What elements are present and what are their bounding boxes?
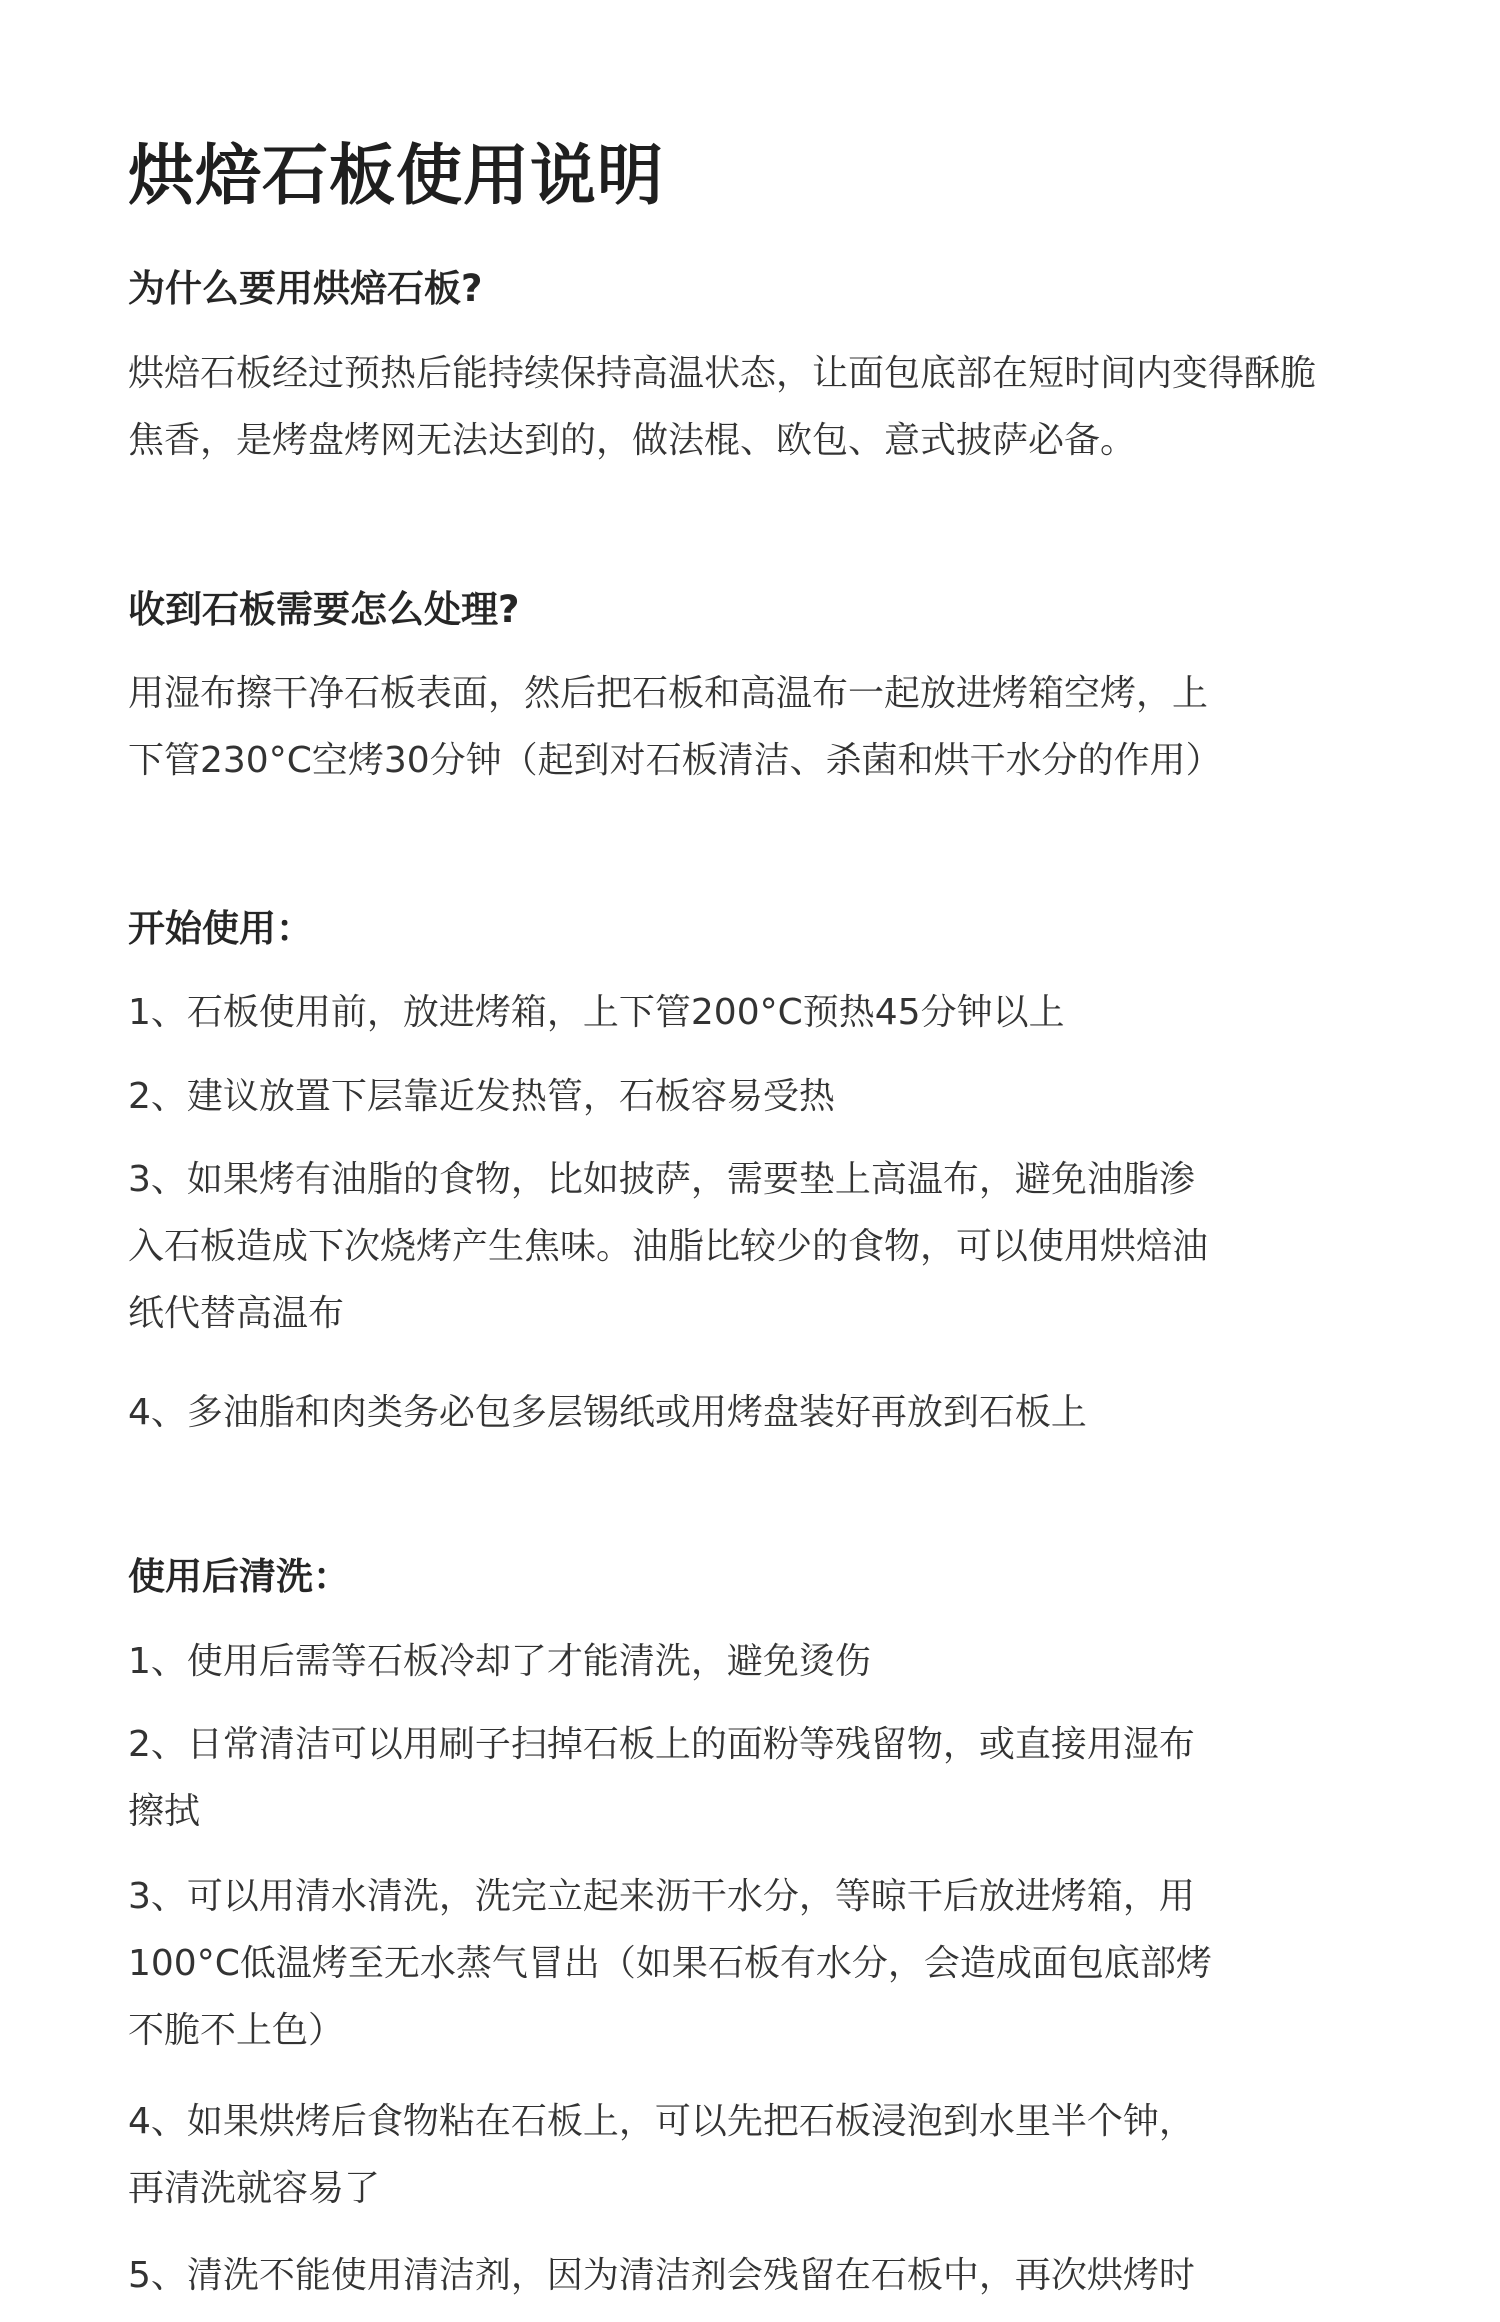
- list-item-start-1: [128, 979, 1378, 1046]
- paragraph-line: 3、如果烤有油脂的食物，比如披萨，需要垫上高温布，避免油脂渗: [128, 1159, 1195, 1200]
- list-item-clean-4: [128, 2088, 1378, 2222]
- paragraph-line: 焦香，是烤盘烤网无法达到的，做法棍、欧包、意式披萨必备。: [128, 420, 1137, 461]
- paragraph-line: 1、石板使用前，放进烤箱，上下管200°C预热45分钟以上: [128, 992, 1065, 1033]
- page-title: 烘焙石板使用说明: [128, 137, 664, 214]
- paragraph-line: 下管230°C空烤30分钟（起到对石板清洁、杀菌和烘干水分的作用）: [128, 740, 1222, 781]
- paragraph-line: 擦拭: [128, 1791, 201, 1832]
- paragraph-line: 2、日常清洁可以用刷子扫掉石板上的面粉等残留物，或直接用湿布: [128, 1724, 1195, 1765]
- paragraph-line: 3、可以用清水清洗，洗完立起来沥干水分，等晾干后放进烤箱，用: [128, 1876, 1195, 1917]
- list-item-clean-2: [128, 1711, 1378, 1845]
- section-heading-cleaning: 使用后清洗：: [128, 1555, 350, 1598]
- paragraph-line: 1、使用后需等石板冷却了才能清洗，避免烫伤: [128, 1641, 871, 1682]
- paragraph-line: 纸代替高温布: [128, 1293, 345, 1334]
- list-item-clean-5: [128, 2242, 1378, 2309]
- list-item-clean-1: [128, 1628, 1378, 1695]
- section-heading-start-use: 开始使用：: [128, 907, 313, 950]
- paragraph-line: 2、建议放置下层靠近发热管，石板容易受热: [128, 1076, 835, 1117]
- list-item-clean-3: [128, 1863, 1378, 2064]
- paragraph-line: 5、清洗不能使用清洁剂，因为清洁剂会残留在石板中，再次烘烤时: [128, 2255, 1195, 2296]
- section-heading-prepare: 收到石板需要怎么处理?: [128, 588, 520, 631]
- paragraph-line: 再清洗就容易了: [128, 2168, 381, 2209]
- paragraph-line: 入石板造成下次烧烤产生焦味。油脂比较少的食物，可以使用烘焙油: [128, 1226, 1209, 1267]
- list-item-start-2: [128, 1063, 1378, 1130]
- paragraph-line: 4、如果烘烤后食物粘在石板上，可以先把石板浸泡到水里半个钟，: [128, 2101, 1195, 2142]
- list-item-start-3: [128, 1146, 1378, 1347]
- paragraph-line: 4、多油脂和肉类务必包多层锡纸或用烤盘装好再放到石板上: [128, 1392, 1087, 1433]
- section-prepare-paragraph: [128, 660, 1378, 794]
- paragraph-line: 100°C低温烤至无水蒸气冒出（如果石板有水分，会造成面包底部烤: [128, 1943, 1212, 1984]
- section-heading-why: 为什么要用烘焙石板?: [128, 267, 483, 310]
- paragraph-line: 烘焙石板经过预热后能持续保持高温状态，让面包底部在短时间内变得酥脆: [128, 353, 1317, 394]
- section-why-paragraph: [128, 340, 1378, 474]
- paragraph-line: 用湿布擦干净石板表面，然后把石板和高温布一起放进烤箱空烤，上: [128, 673, 1209, 714]
- list-item-start-4: [128, 1379, 1378, 1446]
- paragraph-line: 不脆不上色）: [128, 2010, 345, 2051]
